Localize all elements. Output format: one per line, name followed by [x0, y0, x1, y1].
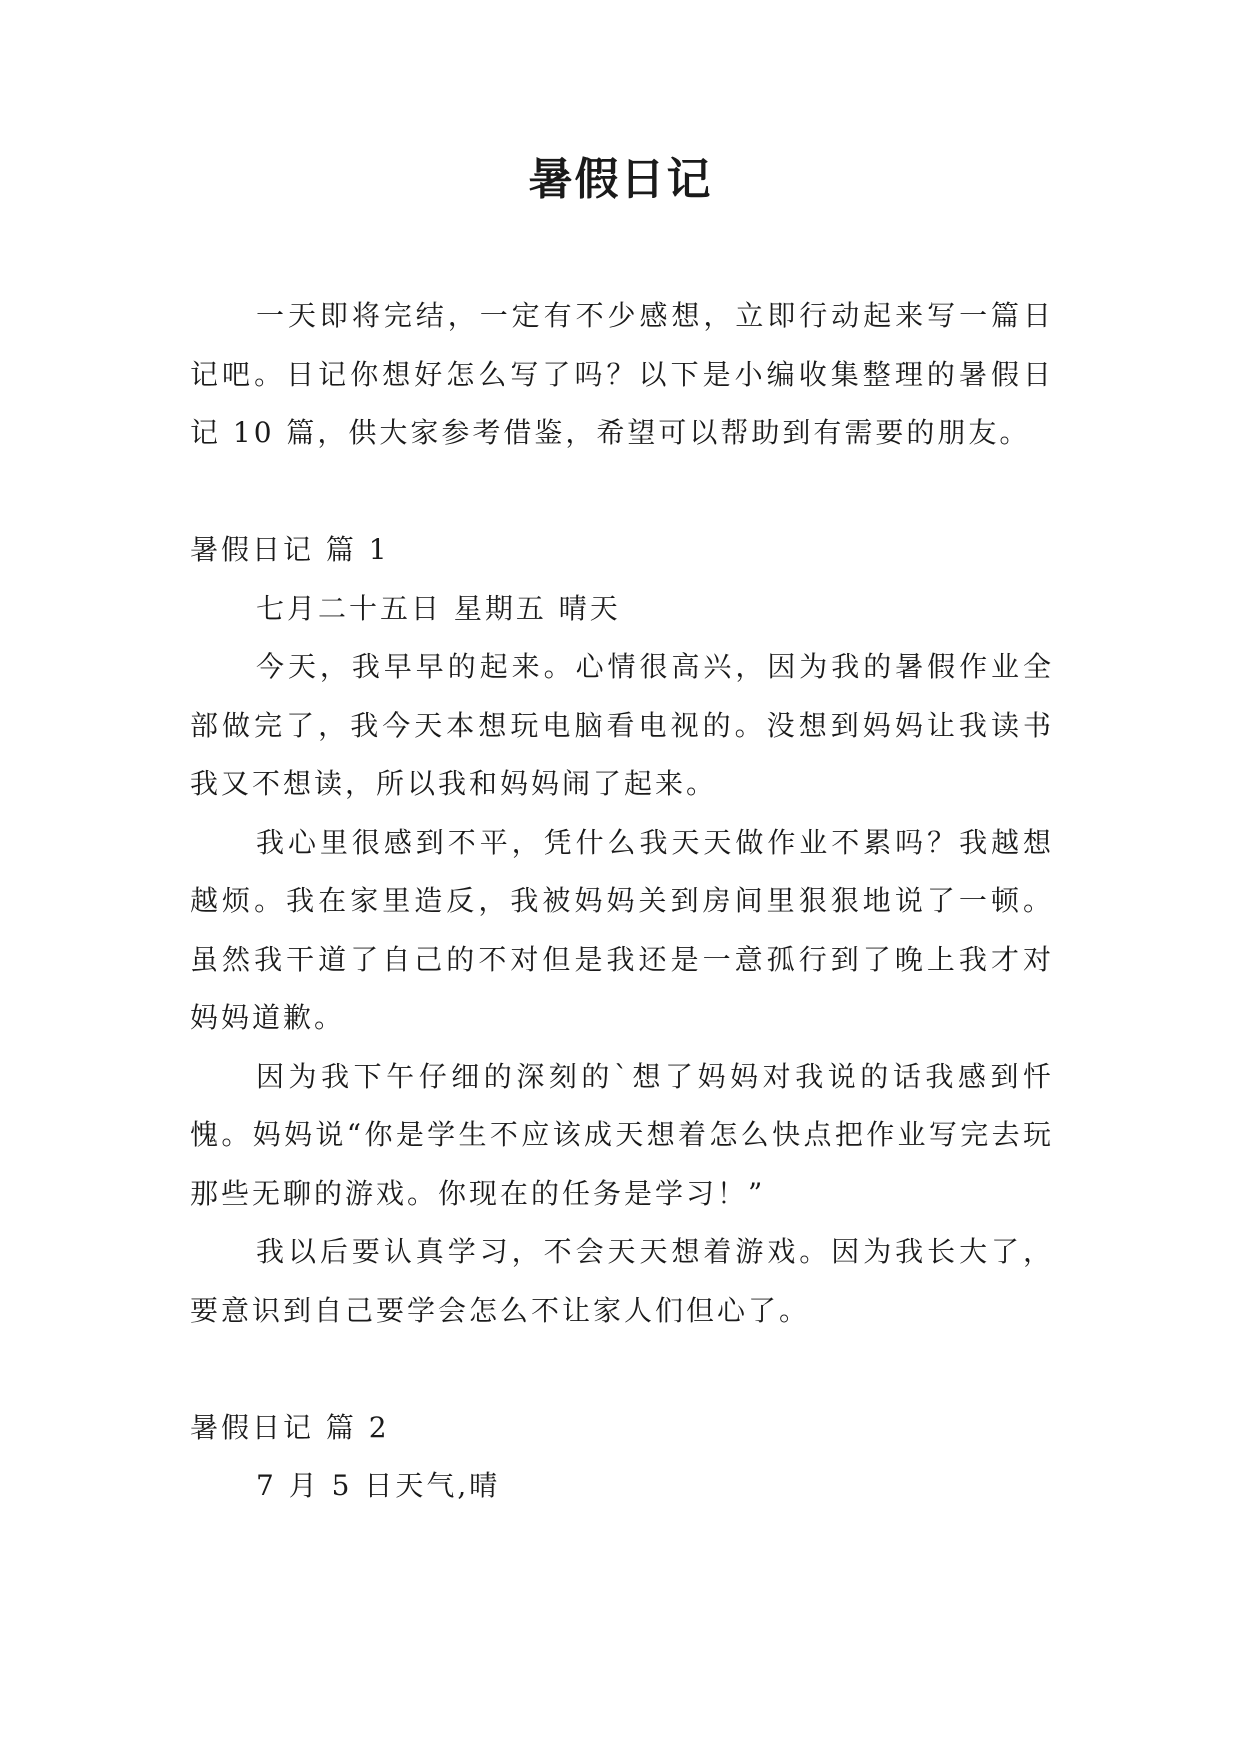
entry-paragraph: 因为我下午仔细的深刻的`想了妈妈对我说的话我感到忏愧。妈妈说“你是学生不应该成天想着怎么快点把作业写完去玩那些无聊的游戏。你现在的任务是学习！” — [190, 1059, 1054, 1210]
entry-paragraph: 我心里很感到不平，凭什么我天天做作业不累吗？我越想越烦。我在家里造反，我被妈妈关到房间里狠狠地说了一顿。虽然我干道了自己的不对但是我还是一意孤行到了晚上我才对妈妈道歉。 — [190, 825, 1054, 1034]
entry-heading: 暑假日记 篇 1 — [190, 533, 390, 566]
entry-heading: 暑假日记 篇 2 — [190, 1410, 390, 1444]
entry-paragraph: 今天，我早早的起来。心情很高兴，因为我的暑假作业全部做完了，我今天本想玩电脑看电视的。没想到妈妈让我读书我又不想读，所以我和妈妈闹了起来。 — [190, 650, 1054, 800]
entry-date-line: 7 月 5 日天气,晴 — [256, 1469, 501, 1502]
entry-date-line: 七月二十五日 星期五 晴天 — [256, 591, 621, 625]
intro-paragraph: 一天即将完结，一定有不少感想，立即行动起来写一篇日记吧。日记你想好怎么写了吗？以下是小编收集整理的暑假日记 10 篇，供大家参考借鉴，希望可以帮助到有需要的朋友。 — [190, 299, 1054, 449]
entry-paragraph: 我以后要认真学习，不会天天想着游戏。因为我长大了，要意识到自己要学会怎么不让家人们但心了。 — [190, 1235, 1054, 1327]
spacer — [190, 463, 1054, 522]
document-body — [190, 287, 1054, 1516]
document-title: 暑假日记 — [528, 154, 713, 205]
spacer — [190, 1340, 1054, 1399]
